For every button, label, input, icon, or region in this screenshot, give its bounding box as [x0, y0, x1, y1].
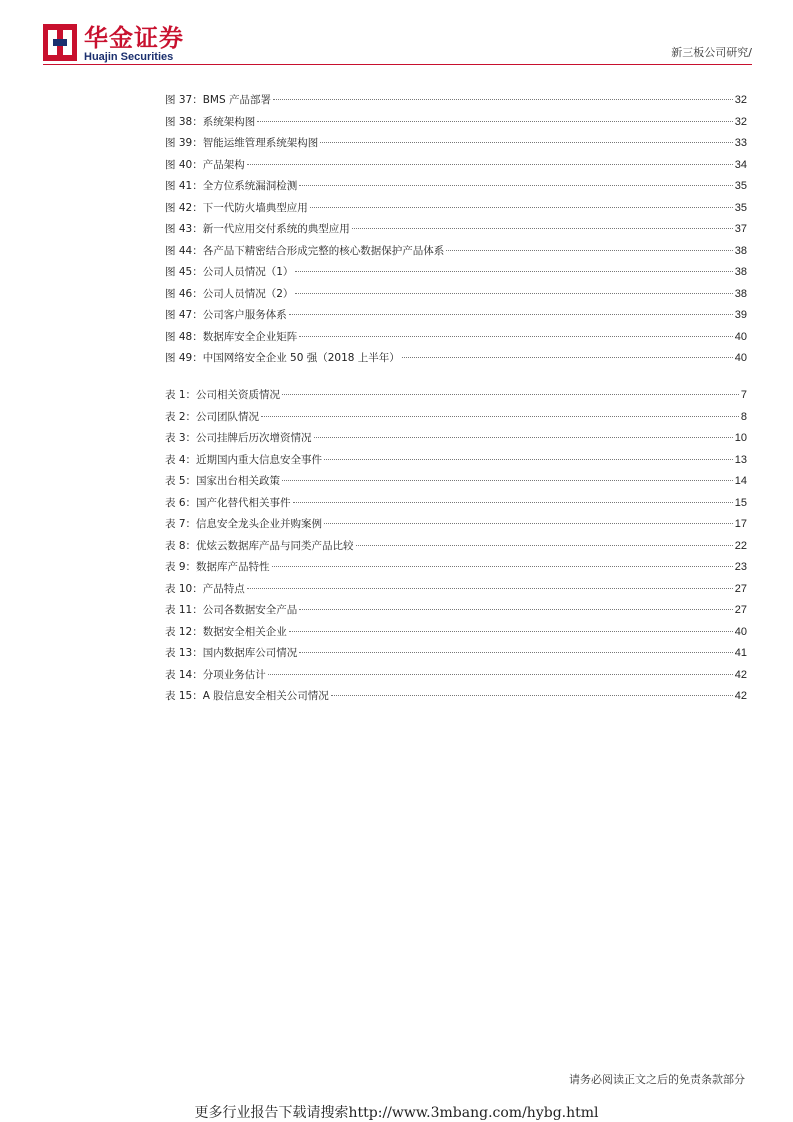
toc-entry[interactable]	[165, 686, 747, 708]
toc-entry-page: 35	[734, 180, 747, 192]
toc-entry-label: 图 42：下一代防火墙典型应用	[165, 201, 308, 214]
toc-entry-label: 图 45：公司人员情况（1）	[165, 266, 294, 278]
toc-entry[interactable]	[165, 536, 747, 558]
toc-entry[interactable]	[165, 305, 747, 327]
toc-entry-label: 图 44：各产品下精密结合形成完整的核心数据保护产品体系	[165, 244, 445, 257]
toc-dot-leader	[356, 545, 733, 546]
toc-entry-label: 表 3：公司挂牌后历次增资情况	[165, 432, 312, 444]
toc-entry-page: 38	[734, 244, 747, 257]
figure-list	[165, 90, 747, 370]
toc-entry-page: 40	[734, 625, 747, 638]
company-logo	[43, 24, 213, 64]
toc-entry-label: 表 11：公司各数据安全产品	[165, 604, 298, 616]
toc-dot-leader	[282, 480, 733, 481]
disclaimer-note: 请务必阅读正文之后的免责条款部分	[569, 1073, 745, 1086]
toc-dot-leader	[299, 652, 733, 653]
toc-entry-page: 35	[734, 201, 747, 214]
toc-entry-label: 图 49：中国网络安全企业 50 强（2018 上半年）	[165, 352, 400, 364]
toc-dot-leader	[289, 631, 733, 632]
toc-dot-leader	[295, 271, 732, 272]
toc-entry-label: 表 7：信息安全龙头企业并购案例	[165, 518, 323, 530]
toc-entry-page: 14	[734, 475, 747, 487]
toc-entry-label: 表 10：产品特点	[165, 582, 245, 595]
toc-entry-label: 表 13：国内数据库公司情况	[165, 647, 298, 659]
toc-dot-leader	[324, 523, 733, 524]
toc-entry-page: 38	[734, 287, 747, 300]
toc-entry-page: 42	[734, 690, 747, 702]
toc-entry-page: 13	[734, 453, 747, 466]
toc-dot-leader	[446, 250, 733, 251]
toc-entry[interactable]	[165, 622, 747, 644]
toc-dot-leader	[320, 142, 733, 143]
section-label: 新三板公司研究/	[671, 46, 752, 59]
toc-entry-page: 7	[740, 389, 747, 401]
toc-dot-leader	[299, 336, 733, 337]
logo-chinese-name: 华金证券	[84, 24, 184, 52]
toc-entry-label: 表 12：数据安全相关企业	[165, 625, 287, 638]
toc-dot-leader	[299, 185, 733, 186]
toc-entry-label: 表 9：数据库产品特性	[165, 561, 270, 573]
table-list	[165, 385, 747, 708]
toc-dot-leader	[261, 416, 739, 417]
toc-entry-label: 表 6：国产化替代相关事件	[165, 496, 291, 509]
toc-entry-label: 图 48：数据库安全企业矩阵	[165, 330, 298, 343]
toc-entry[interactable]	[165, 557, 747, 579]
toc-entry[interactable]	[165, 90, 747, 112]
toc-entry[interactable]	[165, 450, 747, 472]
toc-entry[interactable]	[165, 407, 747, 429]
toc-dot-leader	[282, 394, 739, 395]
toc-entry-label: 图 37：BMS 产品部署	[165, 94, 271, 106]
toc-entry-label: 图 40：产品架构	[165, 158, 245, 171]
toc-entry[interactable]	[165, 514, 747, 536]
toc-dot-leader	[257, 121, 733, 122]
toc-dot-leader	[293, 502, 733, 503]
toc-entry[interactable]	[165, 198, 747, 220]
toc-entry[interactable]	[165, 262, 747, 284]
logo-english-name: Huajin Securities	[84, 51, 174, 63]
toc-entry-page: 17	[734, 518, 747, 530]
download-link-text[interactable]: 更多行业报告下载请搜索http://www.3mbang.com/hybg.html	[194, 1105, 599, 1121]
toc-entry-label: 表 1：公司相关资质情况	[165, 389, 281, 401]
toc-entry-page: 32	[734, 115, 747, 128]
toc-entry-page: 42	[734, 668, 747, 681]
toc-entry-page: 38	[734, 266, 747, 278]
toc-dot-leader	[289, 314, 733, 315]
toc-entry[interactable]	[165, 348, 747, 370]
toc-dot-leader	[295, 293, 732, 294]
toc-dot-leader	[310, 207, 733, 208]
toc-entry-label: 图 41：全方位系统漏洞检测	[165, 180, 298, 192]
toc-dot-leader	[314, 437, 733, 438]
toc-entry-page: 27	[734, 582, 747, 595]
toc-entry[interactable]	[165, 471, 747, 493]
toc-entry[interactable]	[165, 643, 747, 665]
toc-entry-page: 10	[734, 432, 747, 444]
toc-entry-page: 15	[734, 496, 747, 509]
toc-dot-leader	[273, 99, 733, 100]
toc-entry-page: 8	[740, 410, 747, 423]
toc-entry-page: 34	[734, 158, 747, 171]
toc-entry-label: 表 5：国家出台相关政策	[165, 475, 281, 487]
toc-entry-page: 41	[734, 647, 747, 659]
toc-dot-leader	[268, 674, 733, 675]
toc-entry-page: 40	[734, 352, 747, 364]
toc-dot-leader	[402, 357, 733, 358]
toc-entry[interactable]	[165, 493, 747, 515]
toc-entry-label: 图 38：系统架构图	[165, 115, 256, 128]
toc-entry[interactable]	[165, 327, 747, 349]
toc-entry-label: 表 14：分项业务估计	[165, 668, 266, 681]
toc-entry[interactable]	[165, 133, 747, 155]
toc-entry[interactable]	[165, 428, 747, 450]
toc-entry[interactable]	[165, 579, 747, 601]
toc-entry-page: 40	[734, 330, 747, 343]
toc-entry[interactable]	[165, 112, 747, 134]
toc-dot-leader	[247, 588, 733, 589]
toc-entry[interactable]	[165, 665, 747, 687]
toc-entry-label: 表 8：优炫云数据库产品与同类产品比较	[165, 539, 354, 552]
toc-dot-leader	[247, 164, 733, 165]
toc-entry[interactable]	[165, 241, 747, 263]
toc-entry-page: 27	[734, 604, 747, 616]
toc-dot-leader	[324, 459, 733, 460]
toc-entry-label: 图 47：公司客户服务体系	[165, 309, 287, 321]
toc-dot-leader	[331, 695, 733, 696]
toc-entry-label: 表 2：公司团队情况	[165, 410, 260, 423]
toc-entry-page: 22	[734, 539, 747, 552]
toc-entry-page: 33	[734, 137, 747, 149]
toc-entry[interactable]	[165, 155, 747, 177]
toc-entry[interactable]	[165, 219, 747, 241]
toc-entry-page: 39	[734, 309, 747, 321]
toc-dot-leader	[352, 228, 733, 229]
toc-entry-label: 图 46：公司人员情况（2）	[165, 287, 294, 300]
header-divider	[43, 64, 752, 65]
toc-entry[interactable]	[165, 385, 747, 407]
toc-entry-page: 23	[734, 561, 747, 573]
toc-entry-label: 表 15：A 股信息安全相关公司情况	[165, 690, 329, 702]
toc-entry[interactable]	[165, 284, 747, 306]
toc-entry-page: 37	[734, 223, 747, 235]
toc-dot-leader	[299, 609, 733, 610]
toc-entry-page: 32	[734, 94, 747, 106]
toc-entry-label: 图 43：新一代应用交付系统的典型应用	[165, 223, 350, 235]
toc-entry-label: 图 39：智能运维管理系统架构图	[165, 137, 319, 149]
toc-entry[interactable]	[165, 176, 747, 198]
toc-entry-label: 表 4：近期国内重大信息安全事件	[165, 453, 323, 466]
toc-entry[interactable]	[165, 600, 747, 622]
huajin-logo-icon	[43, 24, 77, 61]
toc-dot-leader	[272, 566, 733, 567]
